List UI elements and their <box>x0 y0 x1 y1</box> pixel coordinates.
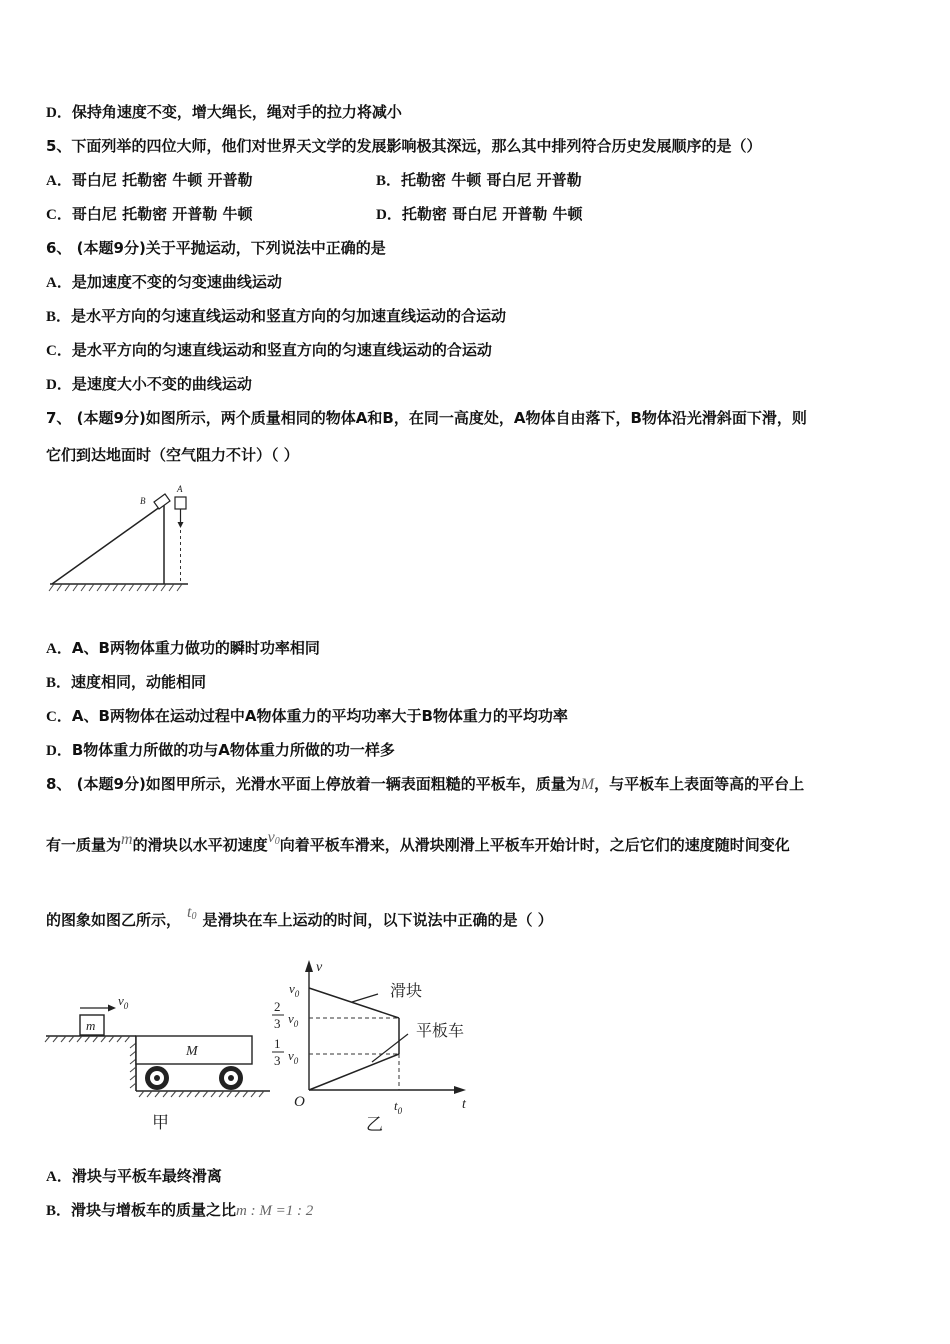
v-axis-label: v <box>316 960 323 975</box>
math-sub: 0 <box>274 836 280 847</box>
option-text: A、B两物体重力做功的瞬时功率相同 <box>71 639 320 657</box>
q8-stem-line-1 <box>46 774 804 795</box>
option-label: A． <box>46 275 72 291</box>
option-label: B． <box>46 1203 72 1219</box>
caption-jia: 甲 <box>152 1113 169 1132</box>
q5-option-d <box>376 204 583 225</box>
option-label: C． <box>46 207 72 223</box>
velocity-arrowhead <box>108 1005 116 1012</box>
option-text: 哥白尼 托勒密 开普勒 牛顿 <box>71 205 253 223</box>
label-m: m <box>86 1018 96 1033</box>
label-slider: 滑块 <box>390 983 423 1000</box>
q6-option-c <box>46 340 492 361</box>
q7-stem-line-1: 7、 (本题9分)如图所示，两个质量相同的物体A和B，在同一高度处，A物体自由落下，B物体沿光滑斜面下滑，则 <box>46 409 807 427</box>
t-axis-arrowhead <box>454 1086 466 1094</box>
q5-stem: 5、下面列举的四位大师，他们对世界天文学的发展影响极其深远，那么其中排列符合历史发展顺序的是（） <box>46 137 762 155</box>
option-label: C． <box>46 709 72 725</box>
option-label: D． <box>46 743 72 759</box>
stem-text: ，与平板车上表面等高的平台上 <box>594 775 805 793</box>
fraction-denominator: 3 <box>274 1053 281 1068</box>
math-v0 <box>268 829 280 846</box>
tick-v-sub: 0 <box>293 1056 299 1066</box>
tick-t-sub: 0 <box>397 1106 403 1116</box>
option-label: A． <box>46 641 72 657</box>
q7-option-d <box>46 740 395 761</box>
q5-options-row-1 <box>46 170 906 191</box>
tick-v: v <box>289 981 295 996</box>
stem-text: 的图象如图乙所示， <box>46 911 182 929</box>
label-v0 <box>118 993 129 1011</box>
label-b: B <box>140 496 146 506</box>
math-v: v <box>267 829 275 846</box>
block-a <box>175 497 186 509</box>
stem-text: 8、 (本题9分)如图甲所示，光滑水平面上停放着一辆表面粗糙的平板车，质量为 <box>46 775 581 793</box>
tick-t: t <box>394 1098 398 1113</box>
q7-figure-incline <box>44 480 194 610</box>
fraction-v0 <box>288 1048 299 1066</box>
cart-wheel-right <box>219 1066 243 1090</box>
option-label: B． <box>46 309 72 325</box>
fraction-numerator: 2 <box>274 999 281 1014</box>
slider-leader <box>352 994 378 1002</box>
label-cart: 平板车 <box>416 1023 465 1040</box>
option-label: C． <box>46 343 72 359</box>
tick-v0 <box>289 981 300 999</box>
ground-hatch <box>139 1091 264 1097</box>
q5-options-row-2 <box>46 204 906 225</box>
math-t: t <box>187 904 192 921</box>
tick-two-thirds-v0 <box>272 999 299 1031</box>
option-text: B物体重力所做的功与A物体重力所做的功一样多 <box>71 741 395 759</box>
q7-option-c <box>46 706 568 727</box>
math-m: m <box>121 831 133 848</box>
q5-option-b <box>376 170 582 191</box>
fraction-denominator: 3 <box>274 1016 281 1031</box>
option-text: A、B两物体在运动过程中A物体重力的平均功率大于B物体重力的平均功率 <box>71 707 568 725</box>
q8-figure-yi <box>268 952 478 1142</box>
tick-v: v <box>288 1011 294 1026</box>
ground-hatch <box>49 584 182 591</box>
cart-velocity-line <box>309 1054 399 1090</box>
math-M: M <box>580 776 595 793</box>
option-text: 是水平方向的匀速直线运动和竖直方向的匀速直线运动的合运动 <box>71 341 492 359</box>
q5-option-c <box>46 205 253 223</box>
option-label: A． <box>46 1169 72 1185</box>
label-a: A <box>177 484 183 494</box>
tick-v-sub: 0 <box>294 989 300 999</box>
option-label: B． <box>376 173 402 189</box>
option-text: 速度相同，动能相同 <box>71 673 207 691</box>
option-text: 滑块与增板车的质量之比 <box>71 1201 237 1219</box>
stem-text: 向着平板车滑来，从滑块刚滑上平板车开始计时，之后它们的速度随时间变化 <box>279 836 790 854</box>
q7-option-b <box>46 672 206 693</box>
option-label: D． <box>46 105 72 121</box>
block-b <box>154 494 170 509</box>
cart-wheel-left <box>145 1066 169 1090</box>
option-label: D． <box>46 377 72 393</box>
option-label: D． <box>376 207 402 223</box>
fall-arrowhead <box>178 522 184 528</box>
q8-figure-jia <box>44 985 274 1135</box>
label-v: v <box>118 993 124 1008</box>
option-text: 是速度大小不变的曲线运动 <box>71 375 252 393</box>
option-text: 是水平方向的匀速直线运动和竖直方向的匀加速直线运动的合运动 <box>71 307 507 325</box>
option-text: 保持角速度不变，增大绳长，绳对手的拉力将减小 <box>71 103 402 121</box>
q8-option-b <box>46 1200 313 1221</box>
option-text: 是加速度不变的匀变速曲线运动 <box>71 273 282 291</box>
tick-t0 <box>394 1098 403 1116</box>
tick-one-third-v0 <box>272 1036 299 1068</box>
label-M: M <box>186 1044 198 1059</box>
t-axis-label: t <box>462 1097 466 1112</box>
tick-v-sub: 0 <box>293 1019 299 1029</box>
caption-yi: 乙 <box>366 1115 383 1134</box>
stem-text: 是滑块在车上运动的时间，以下说法中正确的是（ ） <box>202 911 553 929</box>
wall-hatch <box>130 1043 136 1088</box>
q8-stem-line-2 <box>46 829 790 860</box>
q8-option-a <box>46 1166 222 1187</box>
origin-label: O <box>294 1094 305 1110</box>
tick-v: v <box>288 1048 294 1063</box>
slider-velocity-line <box>309 988 399 1018</box>
q6-stem: 6、 (本题9分)关于平抛运动，下列说法中正确的是 <box>46 239 386 257</box>
q6-option-b <box>46 306 506 327</box>
fraction-v0 <box>288 1011 299 1029</box>
math-sub: 0 <box>191 911 197 922</box>
q4-option-d <box>46 102 402 123</box>
math-t0 <box>187 904 196 921</box>
stem-text: 有一质量为 <box>46 836 122 854</box>
fraction-numerator: 1 <box>274 1036 281 1051</box>
option-text: 哥白尼 托勒密 牛顿 开普勒 <box>71 171 253 189</box>
platform-hatch <box>45 1036 130 1042</box>
q5-option-a <box>46 171 253 189</box>
q6-option-a <box>46 272 282 293</box>
q7-stem-line-2: 它们到达地面时（空气阻力不计）（ ） <box>46 446 299 464</box>
label-v-sub: 0 <box>123 1001 129 1011</box>
q6-option-d <box>46 374 252 395</box>
q7-option-a <box>46 638 320 659</box>
option-text: 滑块与平板车最终滑离 <box>71 1167 222 1185</box>
stem-text: 的滑块以水平初速度 <box>132 836 268 854</box>
option-label: B． <box>46 675 72 691</box>
option-text: 托勒密 牛顿 哥白尼 开普勒 <box>401 171 582 189</box>
option-label: A． <box>46 173 72 189</box>
v-axis-arrowhead <box>305 960 313 972</box>
q8-stem-line-3 <box>46 904 553 935</box>
mass-ratio: m : M =1 : 2 <box>236 1203 314 1219</box>
incline-surface <box>52 504 164 584</box>
option-text: 托勒密 哥白尼 开普勒 牛顿 <box>401 205 583 223</box>
